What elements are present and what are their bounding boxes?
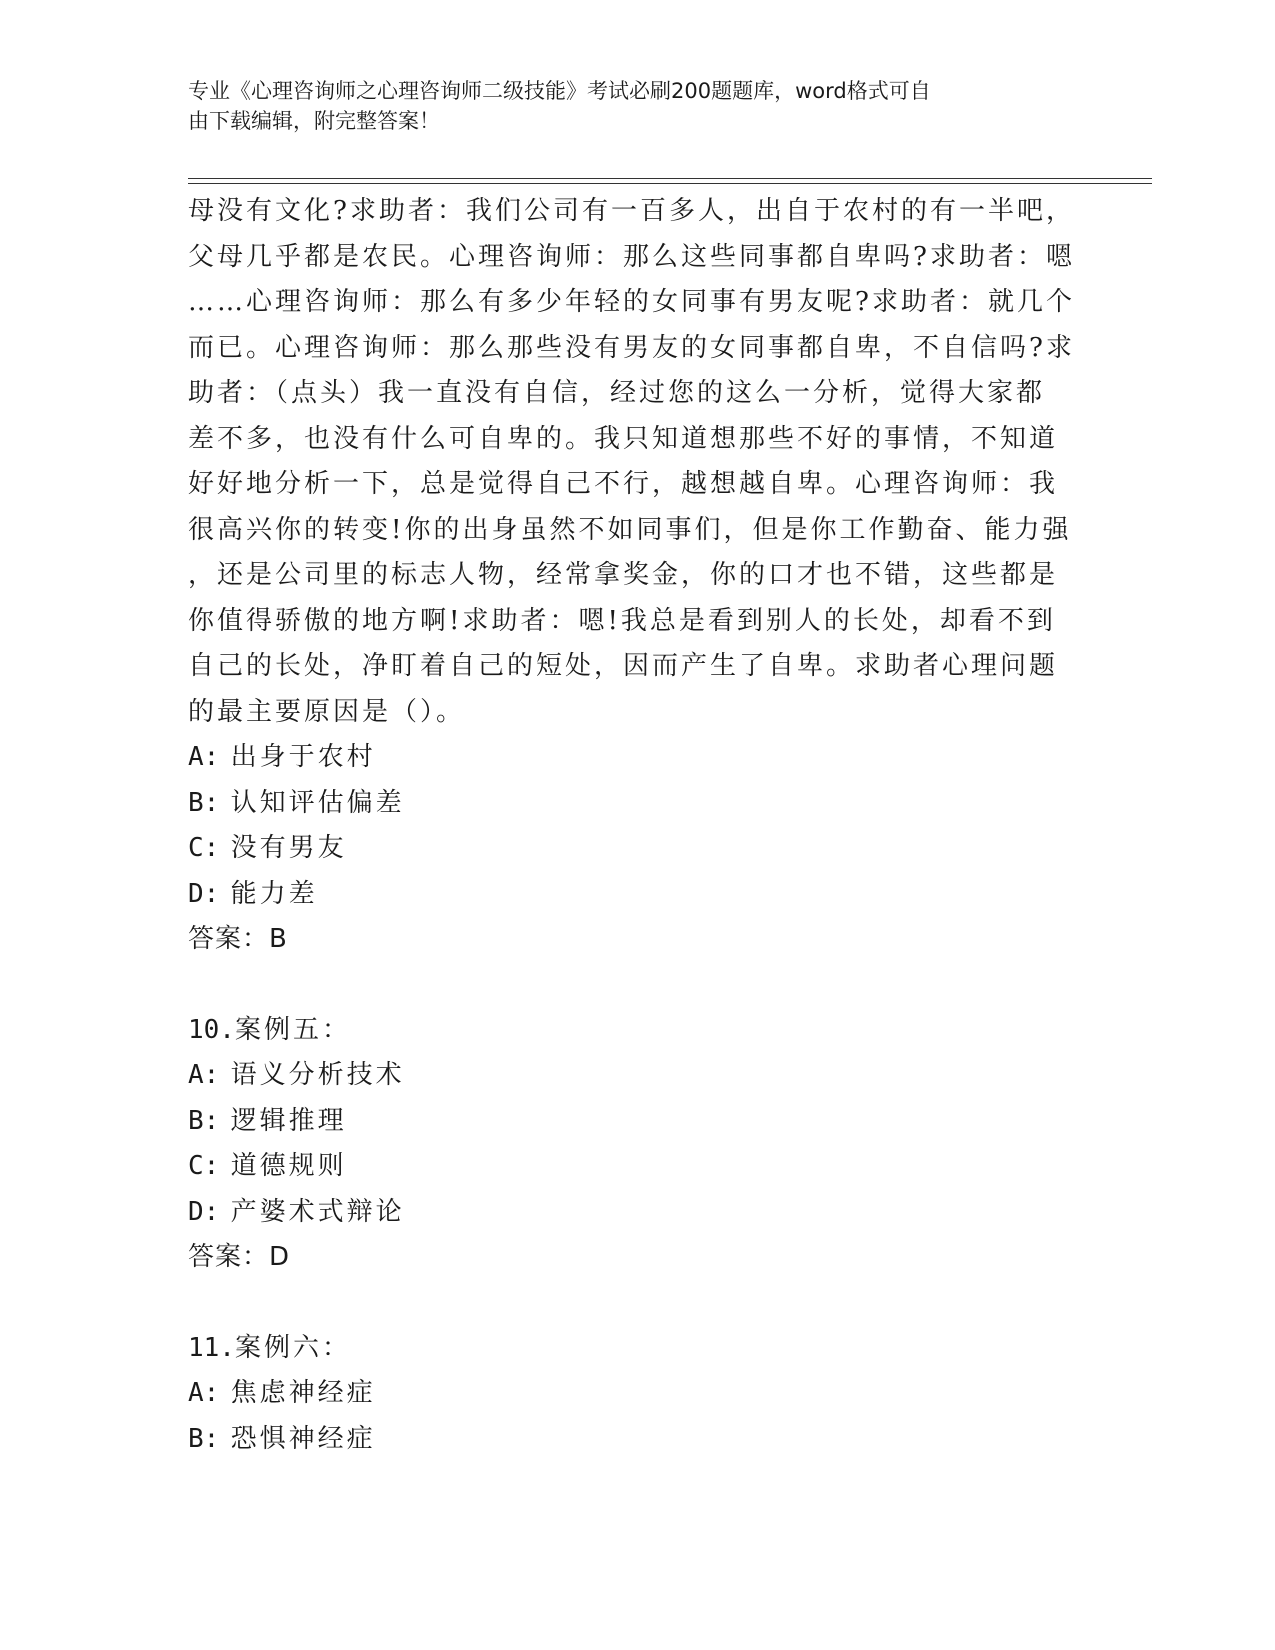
stem-line: 母没有文化?求助者：我们公司有一百多人，出自于农村的有一半吧， bbox=[188, 196, 1075, 226]
option-text: 出身于农村 bbox=[230, 742, 376, 772]
question-11-option-b bbox=[188, 1417, 1088, 1463]
header-divider-bottom bbox=[188, 183, 1152, 184]
question-9-option-b bbox=[188, 781, 1088, 827]
option-text: 恐惧神经症 bbox=[230, 1423, 376, 1454]
stem-line: 差不多，也没有什么可自卑的。我只知道想那些不好的事情，不知道 bbox=[188, 423, 1059, 454]
option-label: D: bbox=[188, 878, 220, 909]
option-label: D: bbox=[188, 1196, 220, 1227]
question-number: 11. bbox=[188, 1332, 235, 1363]
question-title: 案例六： bbox=[234, 1332, 351, 1363]
stem-line: 的最主要原因是（）。 bbox=[188, 696, 466, 727]
option-label: A: bbox=[188, 1060, 220, 1090]
question-9-stem bbox=[188, 189, 1088, 735]
stem-line: ，还是公司里的标志人物，经常拿奖金，你的口才也不错，这些都是 bbox=[188, 560, 1059, 590]
option-label: A: bbox=[188, 742, 220, 772]
option-text: 逻辑推理 bbox=[230, 1105, 347, 1136]
question-11-option-a bbox=[188, 1371, 1088, 1417]
question-title: 案例五： bbox=[234, 1014, 351, 1045]
option-label: A: bbox=[188, 1378, 220, 1408]
stem-line: 而已。心理咨询师：那么那些没有男友的女同事都自卑，不自信吗?求 bbox=[188, 332, 1075, 363]
option-text: 能力差 bbox=[230, 878, 318, 909]
option-label: B: bbox=[188, 787, 220, 818]
header-line-1: 专业《心理咨询师之心理咨询师二级技能》考试必刷200题题库，word格式可自 bbox=[188, 79, 931, 103]
question-number: 10. bbox=[188, 1014, 235, 1045]
document-header bbox=[188, 76, 1068, 136]
option-text: 语义分析技术 bbox=[230, 1060, 405, 1090]
option-text: 焦虑神经症 bbox=[230, 1378, 376, 1408]
header-line-2: 由下载编辑，附完整答案！ bbox=[188, 109, 440, 133]
question-9-option-d bbox=[188, 872, 1088, 918]
option-label: B: bbox=[188, 1423, 220, 1454]
stem-line: 助者：（点头）我一直没有自信，经过您的这么一分析，觉得大家都 bbox=[188, 378, 1046, 408]
header-divider-top bbox=[188, 178, 1152, 179]
question-10-option-b bbox=[188, 1099, 1088, 1145]
option-text: 道德规则 bbox=[230, 1151, 347, 1181]
stem-line: ……心理咨询师：那么有多少年轻的女同事有男友呢?求助者：就几个 bbox=[188, 287, 1075, 317]
question-10-option-c bbox=[188, 1144, 1088, 1190]
spacer bbox=[188, 1281, 1088, 1326]
stem-line: 自己的长处，净盯着自己的短处，因而产生了自卑。求助者心理问题 bbox=[188, 651, 1059, 681]
question-10-option-d bbox=[188, 1190, 1088, 1236]
option-label: C: bbox=[188, 833, 220, 863]
option-label: B: bbox=[188, 1105, 220, 1136]
option-label: C: bbox=[188, 1151, 220, 1181]
spacer bbox=[188, 963, 1088, 1008]
question-9-answer: 答案：B bbox=[188, 924, 288, 954]
stem-line: 你值得骄傲的地方啊!求助者：嗯!我总是看到别人的长处，却看不到 bbox=[188, 605, 1056, 636]
option-text: 产婆术式辩论 bbox=[230, 1196, 405, 1227]
option-text: 没有男友 bbox=[230, 833, 347, 863]
question-10-option-a bbox=[188, 1053, 1088, 1099]
question-11-heading bbox=[188, 1326, 1088, 1372]
option-text: 认知评估偏差 bbox=[230, 787, 405, 818]
stem-line: 好好地分析一下，总是觉得自己不行，越想越自卑。心理咨询师：我 bbox=[188, 469, 1059, 499]
question-9-option-c bbox=[188, 826, 1088, 872]
question-10-answer: 答案：D bbox=[188, 1242, 291, 1272]
document-body bbox=[188, 189, 1088, 1462]
stem-line: 很高兴你的转变!你的出身虽然不如同事们，但是你工作勤奋、能力强 bbox=[188, 514, 1072, 545]
question-10-heading bbox=[188, 1008, 1088, 1054]
stem-line: 父母几乎都是农民。心理咨询师：那么这些同事都自卑吗?求助者：嗯 bbox=[188, 241, 1075, 272]
question-9-option-a bbox=[188, 735, 1088, 781]
